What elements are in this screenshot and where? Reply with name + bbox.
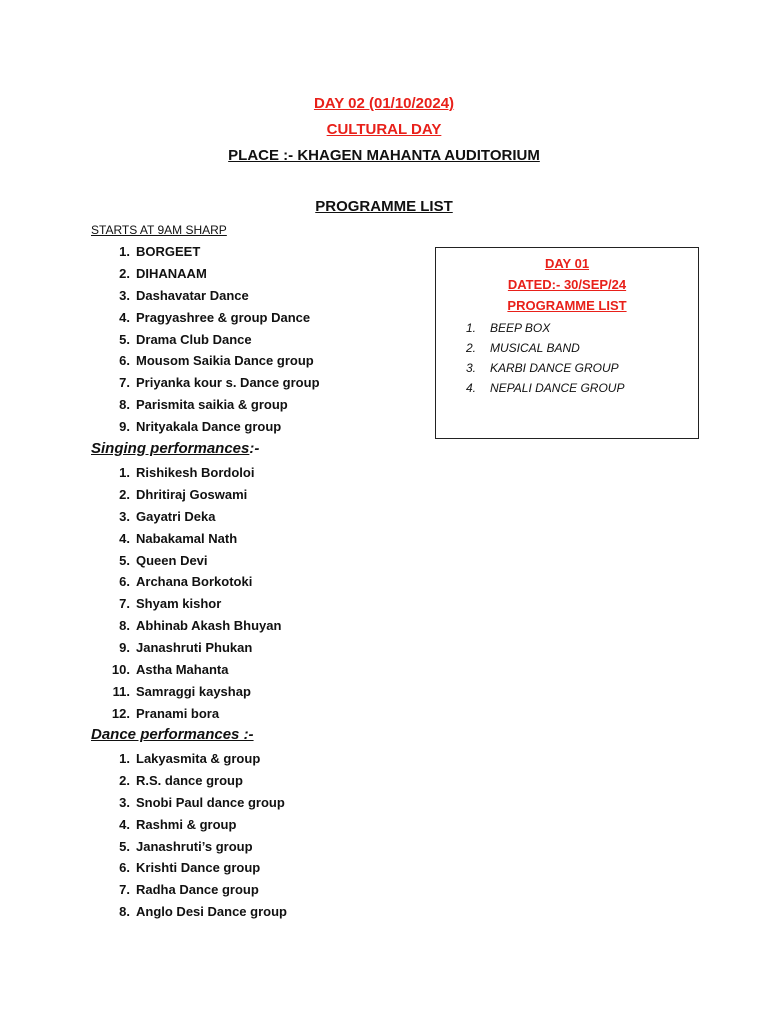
list-item-number: 2. [466,341,477,355]
list-item-text: Dashavatar Dance [136,287,249,303]
list-item-number: 4. [119,816,130,832]
list-item-text: KARBI DANCE GROUP [490,361,619,375]
list-item-text: Queen Devi [136,552,208,568]
place-heading: PLACE :- KHAGEN MAHANTA AUDITORIUM [228,147,540,164]
list-item-number: 8. [119,397,130,413]
list-item-number: 1. [119,751,130,766]
list-item-number: 2. [119,486,130,502]
singing-section-heading [91,440,259,457]
list-item-number: 6. [119,353,130,369]
list-item-number: 7. [119,375,130,391]
event-heading: CULTURAL DAY [326,121,442,138]
list-item-text: Snobi Paul dance group [136,794,285,810]
list-item-number: 4. [119,309,130,325]
list-item-text: Shyam kishor [136,596,222,612]
list-item-number: 4. [119,530,130,546]
list-item-text: Priyanka kour s. Dance group [136,375,320,391]
list-item-text: Radha Dance group [136,882,259,898]
list-item-number: 6. [119,574,130,590]
list-item-text: Astha Mahanta [136,662,229,678]
list-item-number: 2. [119,772,130,788]
list-item-number: 11. [112,683,130,699]
list-item-number: 1. [119,244,130,259]
dance-section-heading [91,726,254,743]
list-item-text: MUSICAL BAND [490,341,580,355]
singing-heading-suffix: :- [249,440,260,457]
programme-list-heading: PROGRAMME LIST [315,198,453,215]
list-item-number: 3. [119,508,130,524]
list-item-number: 2. [119,265,130,281]
list-item-text: Samraggi kayshap [136,683,251,699]
list-item-text: Nrityakala Dance group [136,419,282,435]
box-day-heading: DAY 01 [544,256,590,271]
list-item-number: 1. [119,465,130,480]
list-item-text: Pranami bora [136,705,220,721]
day01-box [435,247,699,439]
list-item-number: 9. [119,640,130,656]
list-item-number: 7. [119,882,130,898]
list-item-text: Abhinab Akash Bhuyan [136,618,282,634]
list-item-text: BORGEET [136,244,201,259]
list-item-text: R.S. dance group [136,772,243,788]
list-item-text: Rashmi & group [136,816,237,832]
dance-heading-text: Dance performances :- [91,726,254,743]
list-item-number: 5. [119,331,130,347]
list-item-number: 8. [119,618,130,634]
day-heading: DAY 02 (01/10/2024) [313,95,455,112]
list-item-text: Pragyashree & group Dance [136,309,311,325]
box-programme-heading: PROGRAMME LIST [507,298,627,313]
list-item-number: 12. [111,705,130,721]
list-item-text: NEPALI DANCE GROUP [490,381,625,395]
list-item-number: 9. [119,419,130,435]
list-item-text: DIHANAAM [136,265,207,281]
box-date-heading: DATED:- 30/SEP/24 [507,277,627,292]
list-item-text: Janashruti Phukan [136,640,253,656]
singing-heading-text: Singing performances [91,440,250,457]
start-time-note: STARTS AT 9AM SHARP [91,223,227,237]
list-item-number: 6. [119,860,130,876]
list-item-number: 10. [111,662,130,678]
list-item-number: 5. [119,552,130,568]
list-item-number: 7. [119,596,130,612]
list-item-text: BEEP BOX [490,321,551,335]
list-item-text: Krishti Dance group [136,860,261,876]
list-item-number: 5. [119,838,130,854]
list-item-text: Lakyasmita & group [136,751,261,766]
list-item-number: 3. [119,794,130,810]
list-item-number: 3. [119,287,130,303]
list-item-number: 1. [466,321,477,335]
list-item-text: Janashruti’s group [136,838,253,854]
list-item-text: Nabakamal Nath [136,530,238,546]
list-item-number: 8. [119,904,130,920]
list-item-text: Dhritiraj Goswami [136,486,248,502]
list-item-text: Anglo Desi Dance group [136,904,287,920]
list-item-number: 3. [466,361,477,375]
list-item-text: Archana Borkotoki [136,574,253,590]
list-item-number: 4. [466,381,477,395]
list-item-text: Drama Club Dance [136,331,252,347]
list-item-text: Gayatri Deka [136,508,216,524]
list-item-text: Parismita saikia & group [136,397,288,413]
list-item-text: Mousom Saikia Dance group [136,353,314,369]
list-item-text: Rishikesh Bordoloi [136,465,255,480]
